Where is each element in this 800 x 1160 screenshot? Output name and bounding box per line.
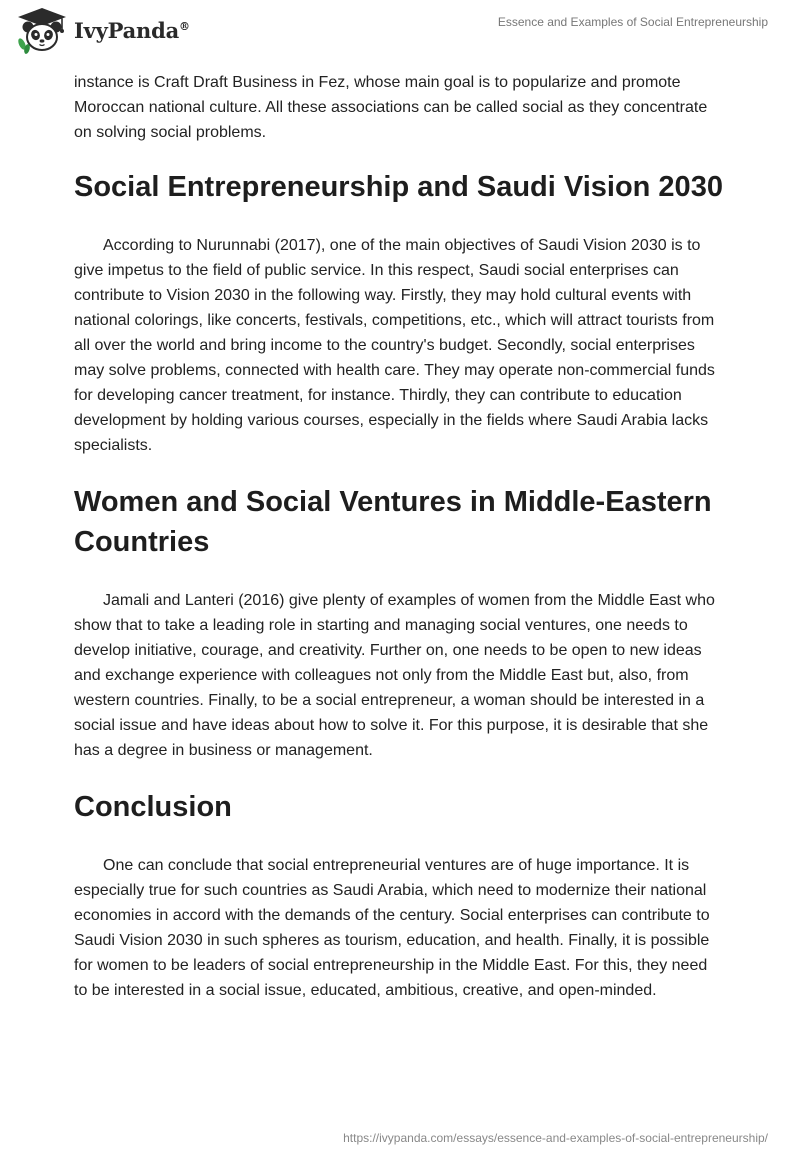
section-heading-conclusion: Conclusion <box>74 791 232 823</box>
intro-paragraph: instance is Craft Draft Business in Fez, whose main goal is to popularize and promote Moroccan national culture. All these associations can be called social as they concentrate on solving social problems. <box>74 74 708 141</box>
running-title: Essence and Examples of Social Entrepreneurship <box>497 15 768 29</box>
panda-graduate-icon <box>14 6 70 54</box>
section-paragraph-saudi-vision: According to Nurunnabi (2017), one of the main objectives of Saudi Vision 2030 is to give impetus to the field of public service. In this respect, Saudi social enterprises can contribute to Vision 2030 in the following way. Firstly, they may hold cultural events with national colorings, like concerts, festivals, competitions, etc., which will attract tourists from all over the world and bring income to the country's budget. Secondly, social enterprises may solve problems, connected with health care. They may operate non-commercial funds for developing cancer treatment, for instance. Thirdly, they can contribute to education development by holding various courses, especially in the fields where Saudi Arabia lacks specialists. <box>74 237 715 454</box>
section-heading-women-ventures: Women and Social Ventures in Middle-Eastern Countries <box>74 486 712 558</box>
page-header <box>0 0 800 60</box>
section-paragraph-women-ventures: Jamali and Lanteri (2016) give plenty of examples of women from the Middle East who show that to take a leading role in starting and managing social ventures, one needs to develop initiative, courage, and creativity. Further on, one needs to be open to new ideas and exchange experience with colleagues not only from the Middle East but, also, from western countries. Finally, to be a social entrepreneur, a woman should be interested in a social issue and have ideas about how to solve it. For this purpose, it is desirable that she has a degree in business or management. <box>74 592 715 759</box>
brand-name: IvyPanda® <box>74 17 190 43</box>
source-url[interactable]: https://ivypanda.com/essays/essence-and-examples-of-social-entrepreneurship/ <box>343 1131 768 1145</box>
registered-mark: ® <box>179 19 190 33</box>
ivypanda-logo[interactable] <box>14 6 190 54</box>
section-paragraph-conclusion: One can conclude that social entrepreneurial ventures are of huge importance. It is especially true for such countries as Saudi Arabia, which need to modernize their national economies in accord with the demands of the century. Social enterprises can contribute to Saudi Vision 2030 in such spheres as tourism, education, and health. Finally, it is possible for women to be leaders of social entrepreneurship in the Middle East. For this, they need to be interested in a social issue, educated, ambitious, creative, and open-minded. <box>74 857 710 999</box>
section-heading-saudi-vision: Social Entrepreneurship and Saudi Vision 2030 <box>74 171 723 203</box>
article-body <box>74 70 724 1003</box>
